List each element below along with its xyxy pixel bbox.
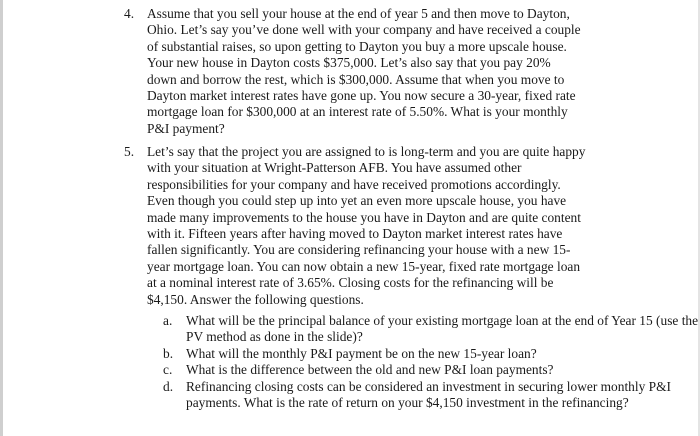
text-line: at a nominal interest rate of 3.65%. Closing costs for the refinancing will be [147, 275, 554, 291]
subquestion-letter: a. [163, 313, 173, 328]
subquestion-a [163, 313, 700, 346]
text-line: Ohio. Let’s say you’ve done well with your company and have received a couple [147, 22, 581, 38]
text-line: What will the monthly P&I payment be on the new 15-year loan? [186, 345, 537, 361]
text-line: of substantial raises, so upon getting to Dayton you buy a more upscale house. [147, 38, 567, 54]
text-line: Even though you could step up into yet an even more upscale house, you have [147, 193, 567, 209]
text-line: lower monthly P&I payments. What is the rate of return on your $4,150 [186, 378, 671, 411]
text-line: investment in the refinancing? [466, 395, 629, 411]
subquestion-list [163, 313, 700, 411]
text-line: mortgage loan for $300,000 at an interest rate of 5.50%. What is your monthly [147, 104, 568, 120]
text-line: What is the difference between the old and new P&I loan payments? [186, 362, 554, 378]
subquestion-d [163, 379, 700, 412]
text-line: down and borrow the rest, which is $300,000. Assume that when you move to [147, 71, 565, 87]
text-line: Assume that you sell your house at the end of year 5 and then move to Dayton, [147, 6, 570, 21]
text-line: Your new house in Dayton costs $375,000. Let’s also say that you pay 20% [147, 55, 551, 71]
text-line: Dayton market interest rates have gone up. You now secure a 30-year, fixed rate [147, 88, 576, 104]
text-line: P&I payment? [147, 120, 225, 136]
question-text [147, 6, 581, 137]
subquestion-letter: b. [163, 345, 174, 361]
text-line: made many improvements to the house you have in Dayton and are quite content [147, 209, 581, 225]
text-line: fallen significantly. You are considering refinancing your house with a new 15- [147, 242, 571, 258]
text-line: with it. Fifteen years after having moved to Dayton market interest rates have [147, 226, 563, 242]
text-line: $4,150. Answer the following questions. [147, 291, 364, 307]
question-number: 4. [124, 6, 135, 21]
subquestion-c [163, 362, 700, 378]
page-edge-left [0, 0, 3, 436]
subquestion-letter: c. [163, 362, 173, 378]
question-text [147, 144, 585, 308]
text-line: Let’s say that the project you are assigned to is long-term and you are quite happy [147, 144, 586, 159]
question-number: 5. [124, 144, 135, 159]
text-line: with your situation at Wright-Patterson AFB. You have assumed other [147, 160, 522, 176]
subquestion-letter: d. [163, 378, 174, 394]
text-line: responsibilities for your company and have received promotions accordingly. [147, 176, 561, 192]
text-line: Refinancing closing costs can be considered an investment in securing [186, 378, 564, 394]
text-line: year mortgage loan. You can now obtain a new 15-year, fixed rate mortgage loan [147, 258, 581, 274]
subquestion-b [163, 346, 700, 362]
text-line: What will be the principal balance of your existing mortgage loan at the [186, 313, 572, 328]
text-line: end of Year 15 (use the PV method as done in the slide)? [186, 313, 699, 345]
